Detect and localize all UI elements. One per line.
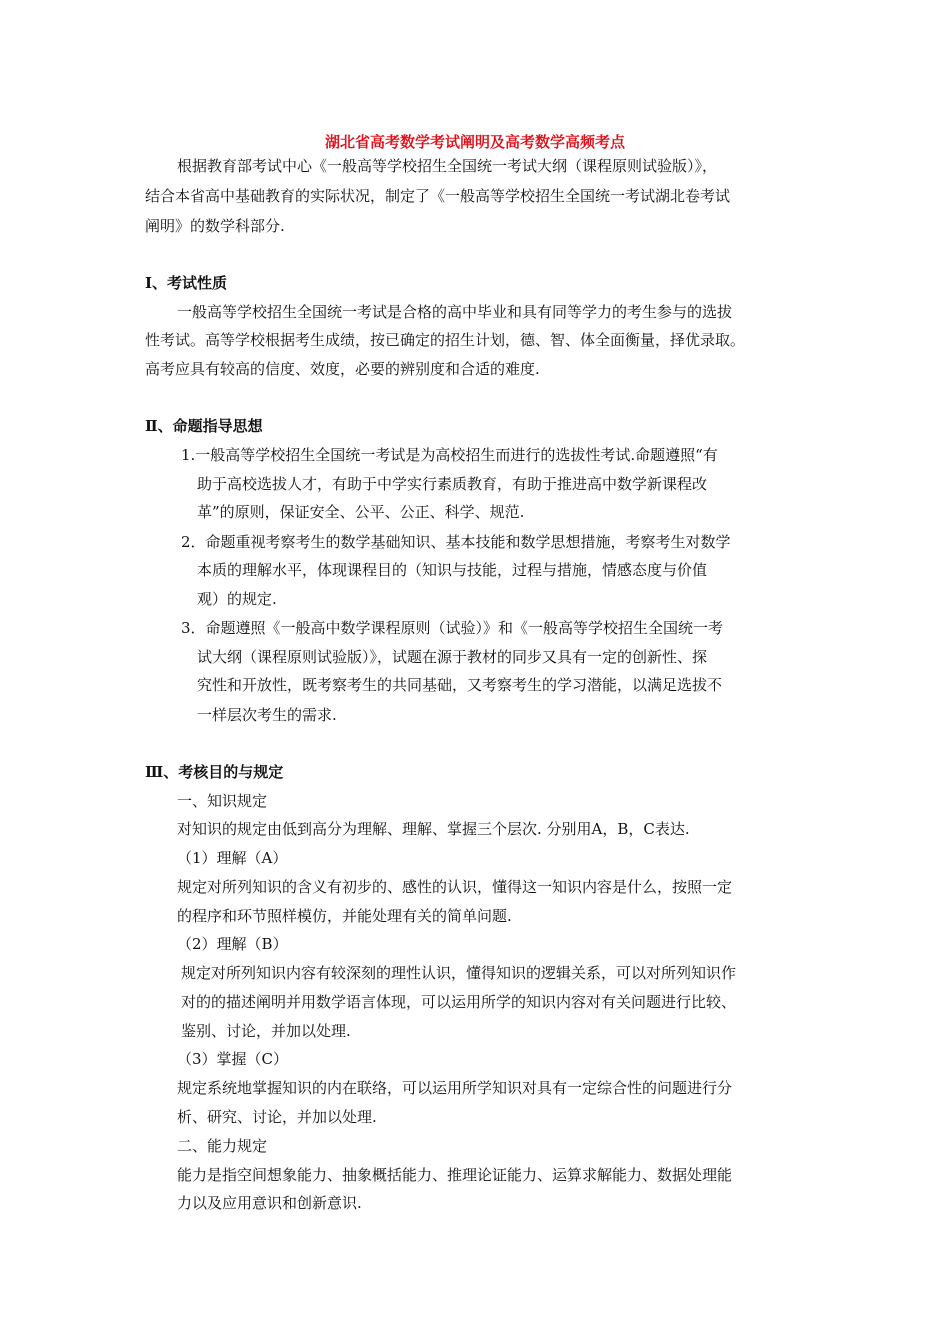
level-label: （3）掌握（C） [177, 1050, 289, 1068]
paragraph-line: 性考试。高等学校根据考生成绩，按已确定的招生计划，德、智、体全面衡量，择优录取。 [145, 331, 746, 349]
paragraph-line: 规定对所列知识内容有较深刻的理性认识，懂得知识的逻辑关系，可以对所列知识作 [181, 964, 737, 982]
intro-line: 结合本省高中基础教育的实际状况，制定了《一般高等学校招生全国统一考试湖北卷考试 [145, 187, 731, 205]
paragraph-line: 能力是指空间想象能力、抽象概括能力、推理论证能力、运算求解能力、数据处理能 [177, 1166, 733, 1184]
list-item-line: 一样层次考生的需求. [197, 706, 337, 724]
paragraph-line: 规定系统地掌握知识的内在联络，可以运用所学知识对具有一定综合性的问题进行分 [177, 1079, 733, 1097]
document-title: 湖北省高考数学考试阐明及高考数学高频考点 [324, 133, 625, 151]
list-item-line: 观）的规定. [197, 590, 277, 608]
section-heading-exam-nature: Ⅰ、考试性质 [145, 274, 228, 292]
list-item-line: 试大纲（课程原则试验版）》，试题在源于教材的同步又具有一定的创新性、探 [197, 648, 708, 666]
level-label: （2）理解（B） [177, 935, 288, 953]
paragraph-line: 对知识的规定由低到高分为理解、理解、掌握三个层次. 分别用A，B，C表达. [177, 820, 690, 838]
list-item-line: 3．命题遵照《一般高中数学课程原则（试验）》和《一般高等学校招生全国统一考 [181, 619, 724, 637]
list-item-line: 助于高校选拔人才，有助于中学实行素质教育，有助于推进高中数学新课程改 [197, 475, 708, 493]
list-item-line: 1.一般高等学校招生全国统一考试是为高校招生而进行的选拔性考试.命题遵照“有 [181, 446, 718, 464]
section-heading-assessment: Ⅲ、考核目的与规定 [145, 763, 284, 781]
paragraph-line: 的程序和环节照样模仿，并能处理有关的简单问题. [177, 907, 512, 925]
list-item-line: 革”的原则，保证安全、公平、公正、科学、规范. [197, 503, 525, 521]
section-heading-guiding-ideas: Ⅱ、命题指导思想 [145, 417, 263, 435]
intro-line: 阐明》的数学科部分. [145, 217, 285, 235]
paragraph-line: 力以及应用意识和创新意识. [177, 1194, 362, 1212]
paragraph-line: 高考应具有较高的信度、效度，必要的辨别度和合适的难度. [145, 360, 540, 378]
paragraph-line: 一般高等学校招生全国统一考试是合格的高中毕业和具有同等学力的考生参与的选拔 [177, 303, 733, 321]
subheading-knowledge: 一、知识规定 [177, 792, 268, 810]
paragraph-line: 析、研究、讨论，并加以处理. [177, 1108, 377, 1126]
paragraph-line: 规定对所列知识的含义有初步的、感性的认识，懂得这一知识内容是什么，按照一定 [177, 878, 733, 896]
subheading-ability: 二、能力规定 [177, 1137, 268, 1155]
list-item-line: 2．命题重视考察考生的数学基础知识、基本技能和数学思想措施，考察考生对数学 [181, 533, 731, 551]
paragraph-line: 对的的描述阐明并用数学语言体现，可以运用所学的知识内容对有关问题进行比较、 [181, 993, 737, 1011]
paragraph-line: 鉴别、讨论，并加以处理. [181, 1022, 351, 1040]
list-item-line: 本质的理解水平，体现课程目的（知识与技能，过程与措施，情感态度与价值 [197, 561, 708, 579]
list-item-line: 究性和开放性，既考察考生的共同基础，又考察考生的学习潜能，以满足选拔不 [197, 676, 723, 694]
level-label: （1）理解（A） [177, 849, 288, 867]
intro-line: 根据教育部考试中心《一般高等学校招生全国统一考试大纲（课程原则试验版）》， [177, 157, 718, 175]
